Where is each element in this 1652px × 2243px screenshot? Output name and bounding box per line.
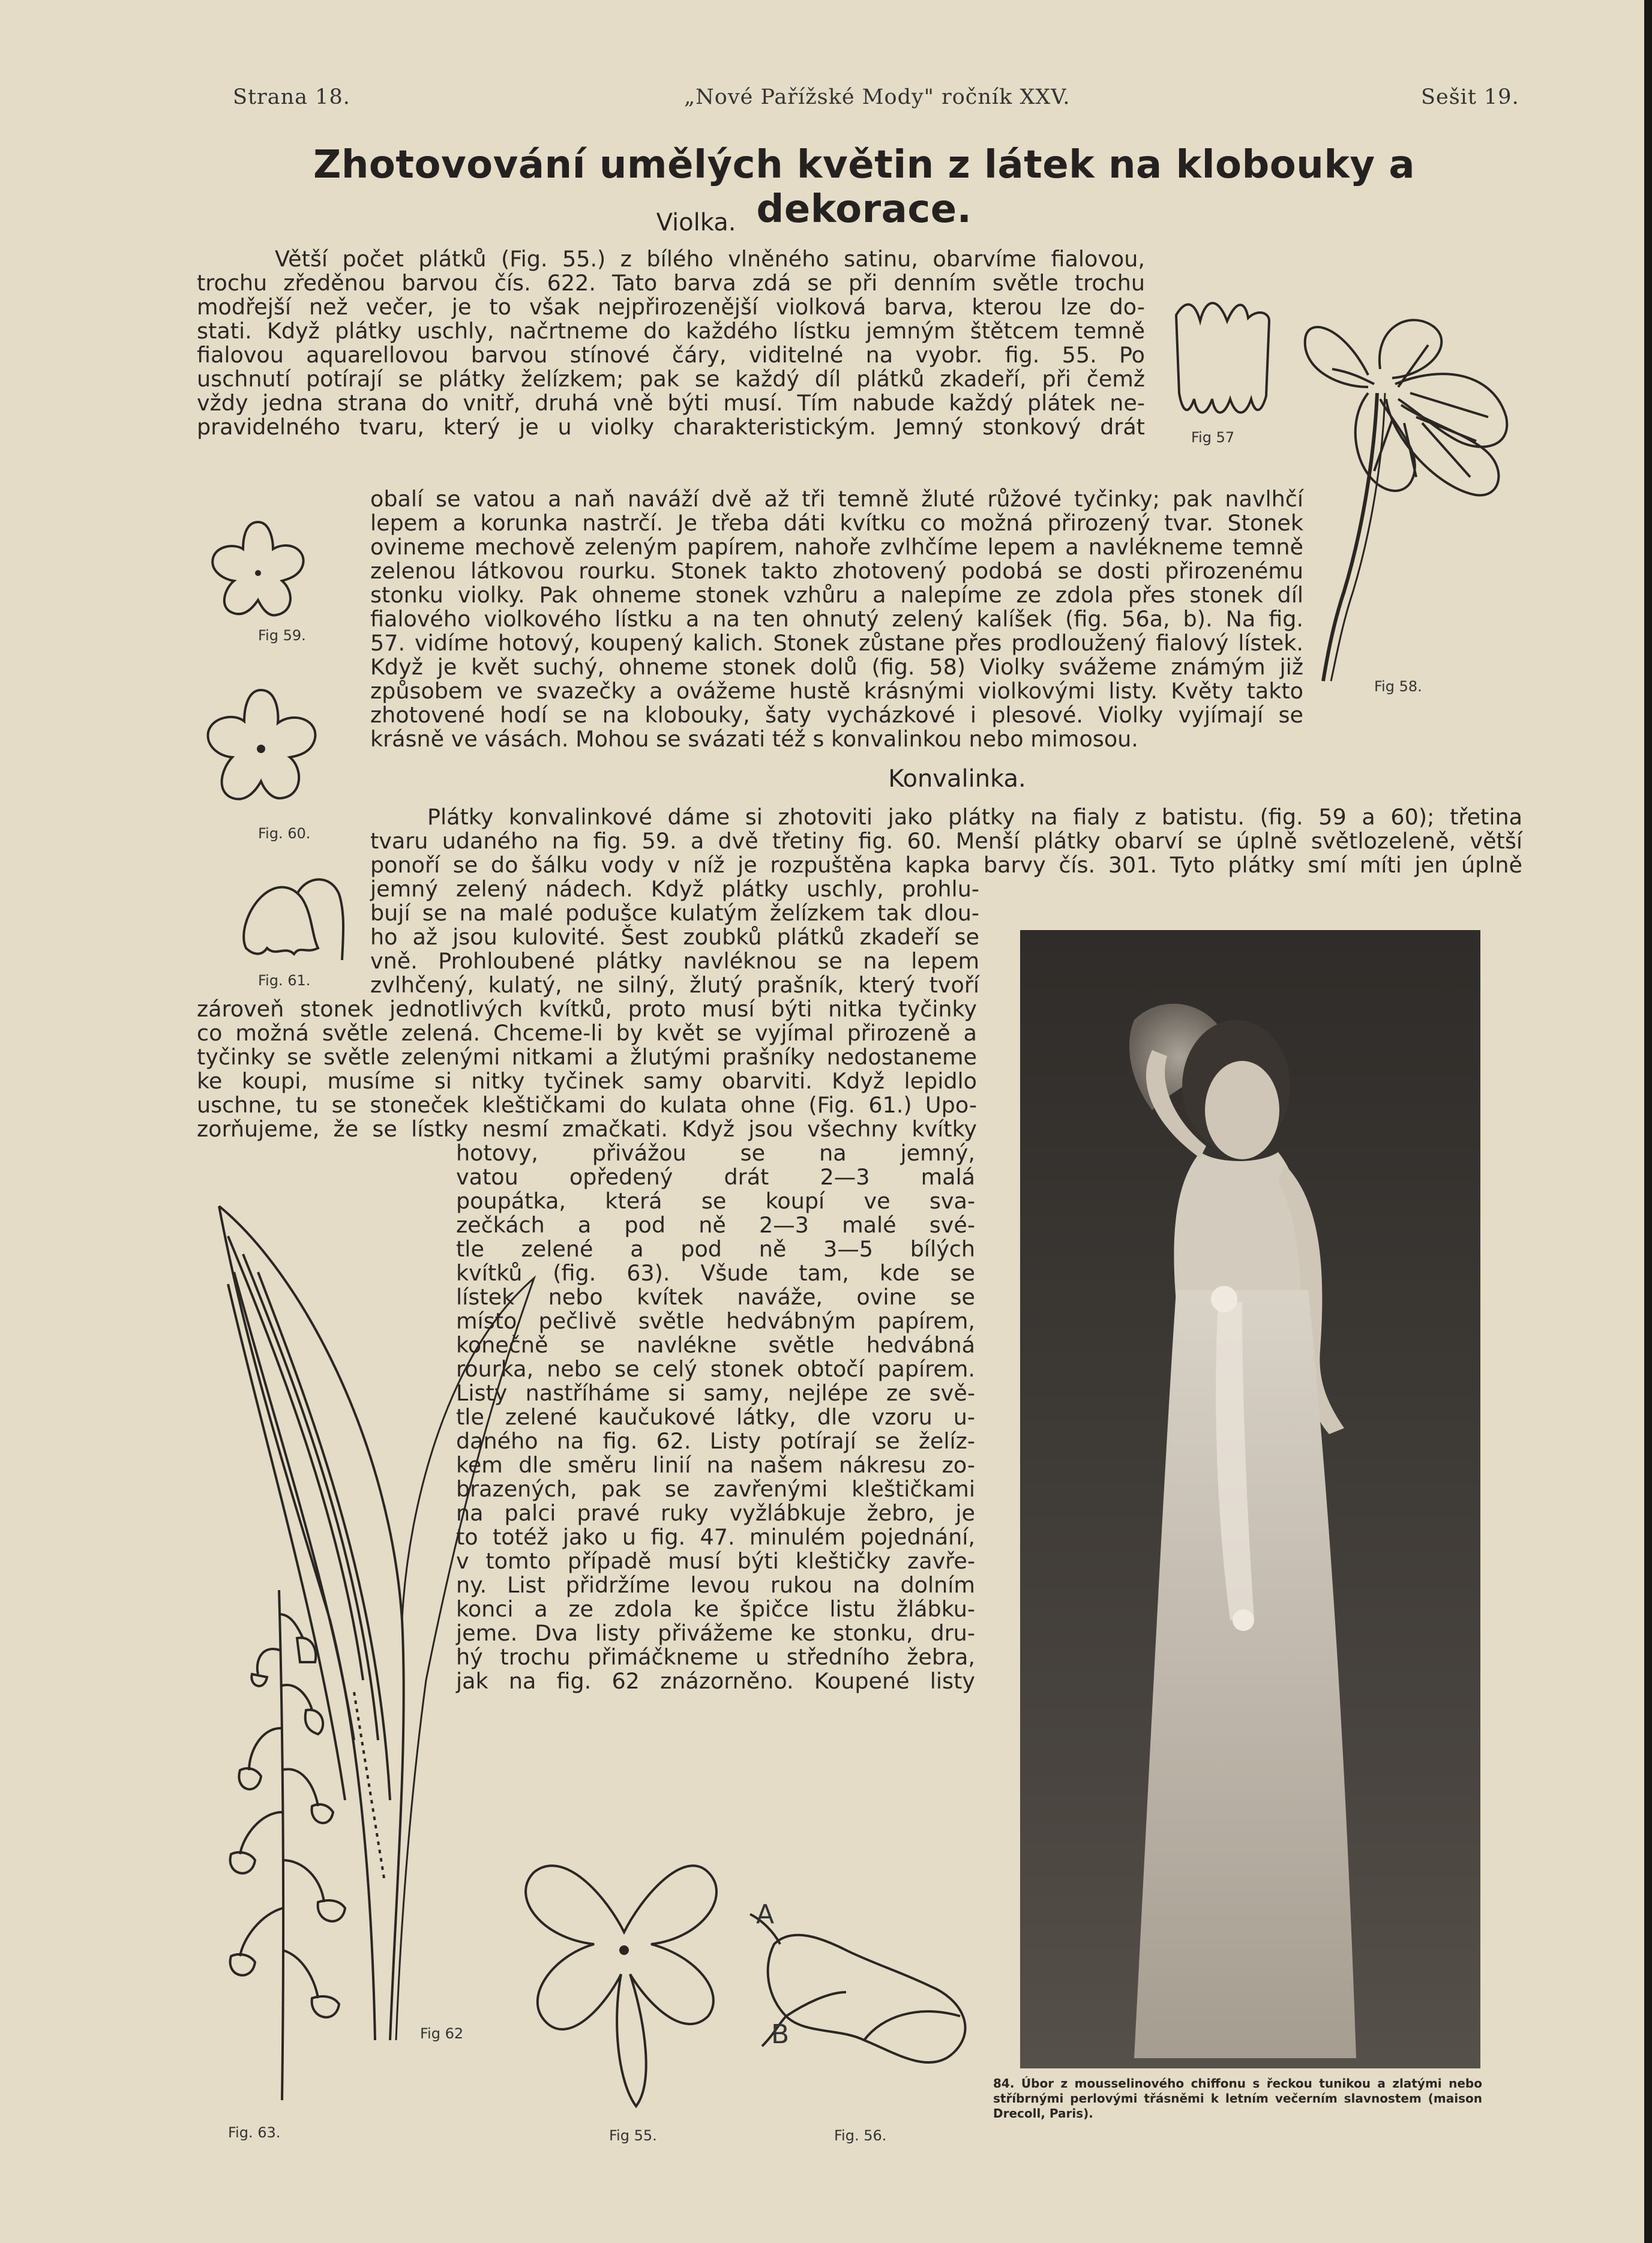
text-line: ponoří se do šálku vody v níž je rozpuštěna kapka barvy čís. 301. Tyto plátky smí míti jen úplně xyxy=(370,852,1522,878)
text-line: tyčinky se světle zelenými nitkami a žlutými prašníky nedostaneme xyxy=(197,1044,977,1070)
konvalinka-paragraph-wide xyxy=(370,805,1522,877)
fig63-flower-stalk-drawing xyxy=(207,1578,357,2106)
text-line: Listy nastříháme si samy, nejlépe ze svě- xyxy=(456,1380,975,1406)
text-line: stati. Když plátky uschly, načrtneme do každého lístku jemným štětcem temně xyxy=(197,318,1145,344)
fashion-photograph xyxy=(1020,930,1480,2068)
photo-figure-silhouette xyxy=(1020,930,1480,2068)
text-line: způsobem ve svazečky a ovážeme hustě krásnými violkovými listy. Květy takto xyxy=(370,678,1303,704)
text-line: vatou opředený drát 2—3 malá xyxy=(456,1164,975,1190)
text-line: tle zelené kaučukové látky, dle vzoru u- xyxy=(456,1404,975,1430)
section-heading-violka: Violka. xyxy=(656,209,736,236)
issue-number: Sešit 19. xyxy=(1421,85,1519,109)
text-line: daného na fig. 62. Listy potírají se želíz- xyxy=(456,1428,975,1454)
text-line: lepem a korunka nastrčí. Je třeba dáti kvítku co možná přirozený tvar. Stonek xyxy=(370,510,1303,536)
text-line: lístek nebo kvítek naváže, ovine se xyxy=(456,1284,975,1310)
page-number: Strana 18. xyxy=(233,85,350,109)
konvalinka-paragraph-mid xyxy=(370,877,979,997)
fig59-petal-drawing xyxy=(204,516,312,624)
text-line: stonku violky. Pak ohneme stonek vzhůru a nalepíme ze zdola přes stonek díl xyxy=(370,582,1303,608)
text-line: zelenou látkovou rourku. Stonek takto zhotovený podobá se dosti přirozenému xyxy=(370,558,1303,584)
text-line: hotovy, přivážou se na jemný, xyxy=(456,1140,975,1166)
fig55-violet-petals-drawing xyxy=(516,1824,732,2124)
fig56-label: Fig. 56. xyxy=(834,2127,887,2144)
text-line: kvítků (fig. 63). Všude tam, kde se xyxy=(456,1260,975,1286)
text-line: tvaru udaného na fig. 59. a dvě třetiny fig. 60. Menší plátky obarví se úplně světlozeleně, větší xyxy=(370,828,1522,854)
running-title: „Nové Pařížské Mody" ročník XXV. xyxy=(684,85,1071,109)
fig55-label: Fig 55. xyxy=(609,2127,657,2144)
page-spine-edge xyxy=(1644,0,1652,2243)
text-line: místo pečlivě světle hedvábným papírem, xyxy=(456,1308,975,1334)
fig62-label: Fig 62 xyxy=(420,2025,464,2042)
text-line: ny. List přidržíme levou rukou na dolním xyxy=(456,1572,975,1598)
article-title: Zhotovování umělých květin z látek na klobouky a dekorace. xyxy=(313,143,1416,232)
text-line: zhotovené hodí se na klobouky, šaty vycházkové i plesové. Violky vyjímají se xyxy=(370,702,1303,728)
text-line: poupátka, která se koupí ve sva- xyxy=(456,1188,975,1214)
text-line: zvlhčený, kulatý, ne silný, žlutý prašník, který tvoří xyxy=(370,972,979,998)
section-heading-konvalinka: Konvalinka. xyxy=(888,765,1026,793)
text-line: fialového violkového lístku a na ten ohnutý zelený kalíšek (fig. 56a, b). Na fig. xyxy=(370,606,1303,632)
text-line: co možná světle zelená. Chceme-li by květ se vyjímal přirozeně a xyxy=(197,1020,977,1046)
text-line: tle zelené a pod ně 3—5 bílých xyxy=(456,1236,975,1262)
text-line: to totéž jako u fig. 47. minulém pojednání, xyxy=(456,1524,975,1550)
text-line: konci a ze zdola ke špičce listu žlábku- xyxy=(456,1596,975,1622)
text-line: pravidelného tvaru, který je u violky charakteristickým. Jemný stonkový drát xyxy=(197,414,1145,440)
text-line: jemný zelený nádech. Když plátky uschly, prohlu- xyxy=(370,876,979,902)
fig56-calyx-drawing xyxy=(738,1896,990,2088)
text-line: Když je květ suchý, ohneme stonek dolů (fig. 58) Violky svážeme známým již xyxy=(370,654,1303,680)
fig60-petal-drawing xyxy=(201,684,321,810)
fig61-label: Fig. 61. xyxy=(258,972,311,989)
text-line: jak na fig. 62 znázorněno. Koupené listy xyxy=(456,1668,975,1694)
text-line: jeme. Dva listy přivážeme ke stonku, dru- xyxy=(456,1620,975,1646)
fig56-label-b: B xyxy=(771,2019,790,2050)
text-line: hý trochu přimáčkneme u středního žebra, xyxy=(456,1644,975,1670)
fig58-violet-drawing xyxy=(1296,303,1518,687)
text-line: ho až jsou kulovité. Šest zoubků plátků zkadeří se xyxy=(370,924,979,950)
text-line: krásně ve vásách. Mohou se svázati též s konvalinkou nebo mimosou. xyxy=(370,726,1138,752)
text-line: vždy jedna strana do vnitř, druhá vně býti musí. Tím nabude každý plátek ne- xyxy=(197,390,1145,416)
fig57-label: Fig 57 xyxy=(1191,429,1235,446)
text-line: konečně se navlékne světle hedvábná xyxy=(456,1332,975,1358)
text-line: 57. vidíme hotový, koupený kalich. Stonek zůstane přes prodloužený fialový lístek. xyxy=(370,630,1303,656)
text-line: Plátky konvalinkové dáme si zhotoviti jako plátky na fialy z batistu. (fig. 59 a 60); třetina xyxy=(427,804,1522,830)
text-line: uschnutí potírají se plátky želízkem; pak se každý díl plátků zkadeří, při čemž xyxy=(197,366,1145,392)
text-line: kem dle směru linií na našem nákresu zo- xyxy=(456,1452,975,1478)
text-line: ovineme mechově zeleným papírem, nahoře zvlhčíme lepem a navlékneme temně xyxy=(370,534,1303,560)
text-line: zorňujeme, že se lístky nesmí zmačkati. Když jsou všechny kvítky xyxy=(197,1116,977,1142)
fig63-label: Fig. 63. xyxy=(228,2124,281,2141)
text-line: vně. Prohloubené plátky navléknou se na lepem xyxy=(370,948,979,974)
text-line: bují se na malé podušce kulatým želízkem tak dlou- xyxy=(370,900,979,926)
text-line: trochu zředěnou barvou čís. 622. Tato barva zdá se při denním světle trochu xyxy=(197,270,1145,296)
text-line: zečkách a pod ně 2—3 malé své- xyxy=(456,1212,975,1238)
text-line: Větší počet plátků (Fig. 55.) z bílého vlněného satinu, obarvíme fialovou, xyxy=(275,246,1145,272)
text-line: v tomto případě musí býti kleštičky zavře- xyxy=(456,1548,975,1574)
text-line: obalí se vatou a naň naváží dvě až tři temně žluté růžové tyčinky; pak navlhčí xyxy=(370,486,1303,512)
photo-caption: 84. Úbor z mousselinového chiffonu s řeckou tunikou a zlatými nebo stříbrnými perlovými třásněmi k letním večerním slavnostem (maison Drecoll, Paris). xyxy=(993,2076,1482,2121)
fig56-label-a: A xyxy=(756,1899,775,1930)
text-line: ke koupi, musíme si nitky tyčinek samy obarviti. Když lepidlo xyxy=(197,1068,977,1094)
fig61-bell-drawing xyxy=(228,870,348,966)
fig58-label: Fig 58. xyxy=(1374,678,1422,695)
violka-paragraph-bottom xyxy=(370,487,1303,751)
konvalinka-paragraph-column xyxy=(197,997,977,1141)
text-line: uschne, tu se stoneček kleštičkami do kulata ohne (Fig. 61.) Upo- xyxy=(197,1092,977,1118)
text-line: modřejší než večer, je to však nejpřirozenější violková barva, kterou lze do- xyxy=(197,294,1145,320)
text-line: brazených, pak se zavřenými kleštičkami xyxy=(456,1476,975,1502)
text-line: rourka, nebo se celý stonek obtočí papírem. xyxy=(456,1356,975,1382)
text-line: na palci pravé ruky vyžlábkuje žebro, je xyxy=(456,1500,975,1526)
text-line: zároveň stonek jednotlivých kvítků, proto musí býti nitka tyčinky xyxy=(197,996,977,1022)
fig59-label: Fig 59. xyxy=(258,627,306,644)
text-line: fialovou aquarellovou barvou stínové čáry, viditelné na vyobr. fig. 55. Po xyxy=(197,342,1145,368)
fig57-calyx-drawing xyxy=(1170,297,1278,447)
fig60-label: Fig. 60. xyxy=(258,825,311,842)
violka-paragraph-top xyxy=(197,247,1145,439)
